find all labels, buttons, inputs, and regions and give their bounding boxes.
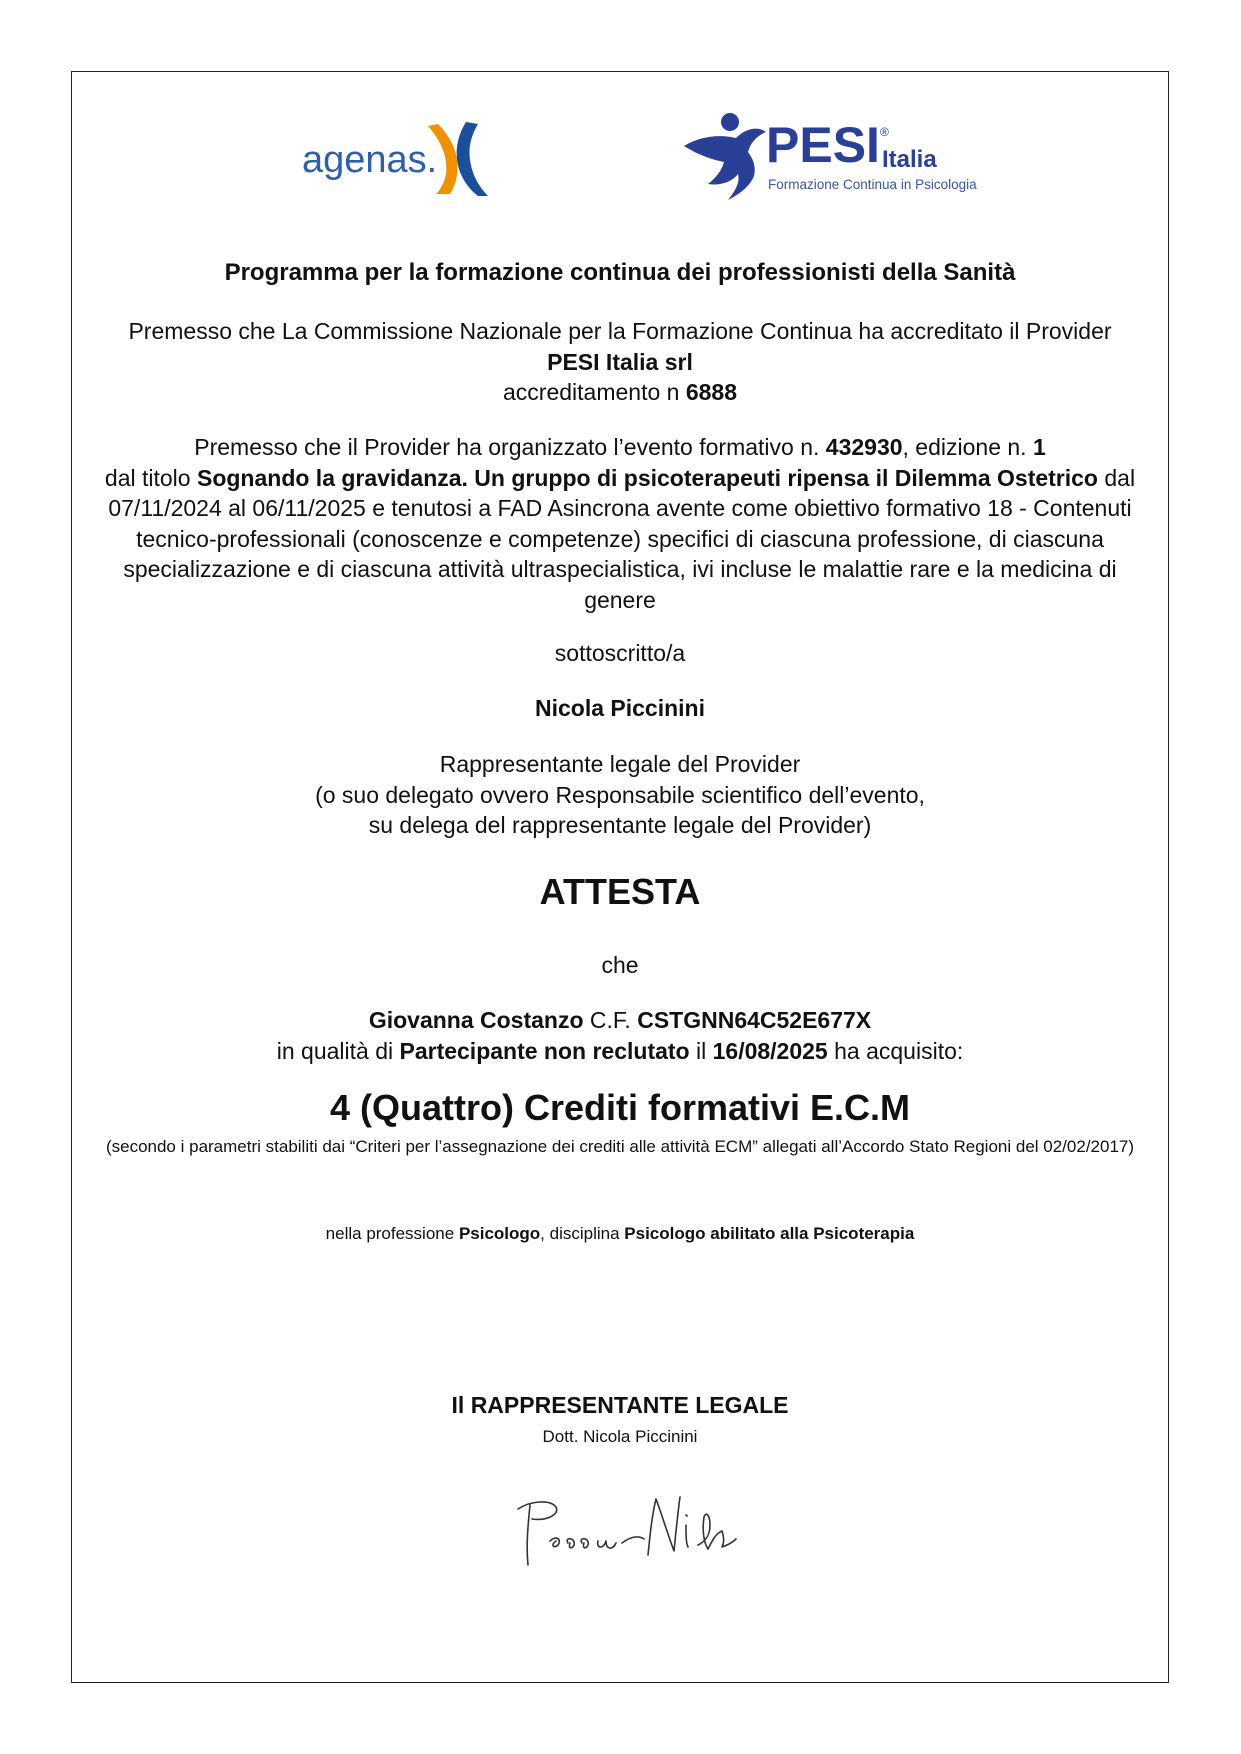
event-number: 432930 bbox=[825, 434, 903, 460]
participant-name: Giovanna Costanzo bbox=[368, 1007, 584, 1033]
title-label: dal titolo bbox=[104, 464, 197, 491]
pesi-figure-head-icon bbox=[721, 113, 739, 131]
representative-role-line2: (o suo delegato ovvero Responsabile scientifico dell’evento, bbox=[315, 781, 925, 808]
attesta-heading: ATTESTA bbox=[539, 871, 701, 912]
signature-name: Dott. Nicola Piccinini bbox=[542, 1427, 698, 1446]
completion-date: 16/08/2025 bbox=[712, 1037, 828, 1064]
premise-event bbox=[71, 432, 1169, 615]
discipline-label: , disciplina bbox=[540, 1224, 625, 1243]
provider-name: PESI Italia srl bbox=[547, 348, 693, 375]
program-title: Programma per la formazione continua dei professionisti della Sanità bbox=[224, 259, 1016, 286]
representative-role-line1: Rappresentante legale del Provider bbox=[439, 751, 801, 777]
pesi-tagline: Formazione Continua in Psicologia bbox=[768, 177, 977, 192]
representative-name: Nicola Piccinini bbox=[535, 695, 705, 721]
representative-role bbox=[71, 749, 1169, 841]
credits-heading: 4 (Quattro) Crediti formativi E.C.M bbox=[329, 1087, 911, 1128]
premise-accreditation bbox=[71, 316, 1169, 408]
pesi-logo bbox=[680, 112, 1000, 207]
premise-event-text: Premesso che il Provider ha organizzato l’evento formativo n. bbox=[194, 434, 826, 460]
accreditation-label: accreditamento n bbox=[503, 379, 686, 405]
date-label: il bbox=[689, 1037, 713, 1064]
profession-line bbox=[71, 1222, 1169, 1246]
undersigned-label: sottoscritto/a bbox=[554, 640, 686, 666]
edition-label: , edizione n. bbox=[902, 434, 1033, 460]
pesi-logo-text: PESI bbox=[766, 117, 880, 173]
acquired-label: ha acquisito: bbox=[827, 1037, 964, 1064]
role-label: in qualità di bbox=[276, 1037, 400, 1064]
accreditation-number: 6888 bbox=[685, 379, 737, 405]
participant-info bbox=[71, 1005, 1169, 1066]
fiscal-code: CSTGNN64C52E677X bbox=[637, 1007, 872, 1033]
event-title: Sognando la gravidanza. Un gruppo di psicoterapeuti ripensa il Dilemma Ostetrico bbox=[196, 464, 1098, 491]
edition-number: 1 bbox=[1032, 434, 1046, 460]
premise-accreditation-text: Premesso che La Commissione Nazionale per la Formazione Continua ha accreditato il Provider bbox=[128, 318, 1112, 344]
pesi-figure-icon bbox=[684, 129, 766, 200]
agenas-mark-dark-icon bbox=[457, 122, 488, 196]
criteria-note: (secondo i parametri stabiliti dai “Criteri per l’assegnazione dei crediti alle attività ECM” allegati all’Accordo Stato Regioni del 02/02/2017) bbox=[105, 1137, 1135, 1156]
event-details: dal 07/11/2024 al 06/11/2025 e tenutosi a FAD Asincrona avente come obiettivo formativo 18 - Contenuti tecnico-professionali (conoscenze e competenze) specifici di ciascuna professione, di ciascuna specializzazione e di ciascuna attività ultraspecialistica, ivi incluse le malattie rare e la medicina di genere bbox=[108, 464, 1136, 613]
pesi-italia-text: Italia bbox=[882, 146, 937, 173]
profession-value: Psicologo bbox=[458, 1224, 541, 1243]
agenas-logo bbox=[300, 112, 520, 202]
agenas-logo-text: agenas. bbox=[302, 139, 438, 181]
participant-role: Partecipante non reclutato bbox=[399, 1037, 690, 1064]
discipline-value: Psicologo abilitato alla Psicoterapia bbox=[624, 1224, 915, 1243]
che-text: che bbox=[601, 952, 639, 978]
profession-label: nella professione bbox=[325, 1224, 459, 1243]
representative-role-line3: su delega del rappresentante legale del Provider) bbox=[368, 812, 872, 838]
cf-label: C.F. bbox=[583, 1007, 638, 1033]
handwritten-signature bbox=[510, 1485, 740, 1570]
pesi-registered-mark: ® bbox=[880, 125, 889, 139]
signature-title: Il RAPPRESENTANTE LEGALE bbox=[451, 1392, 789, 1418]
